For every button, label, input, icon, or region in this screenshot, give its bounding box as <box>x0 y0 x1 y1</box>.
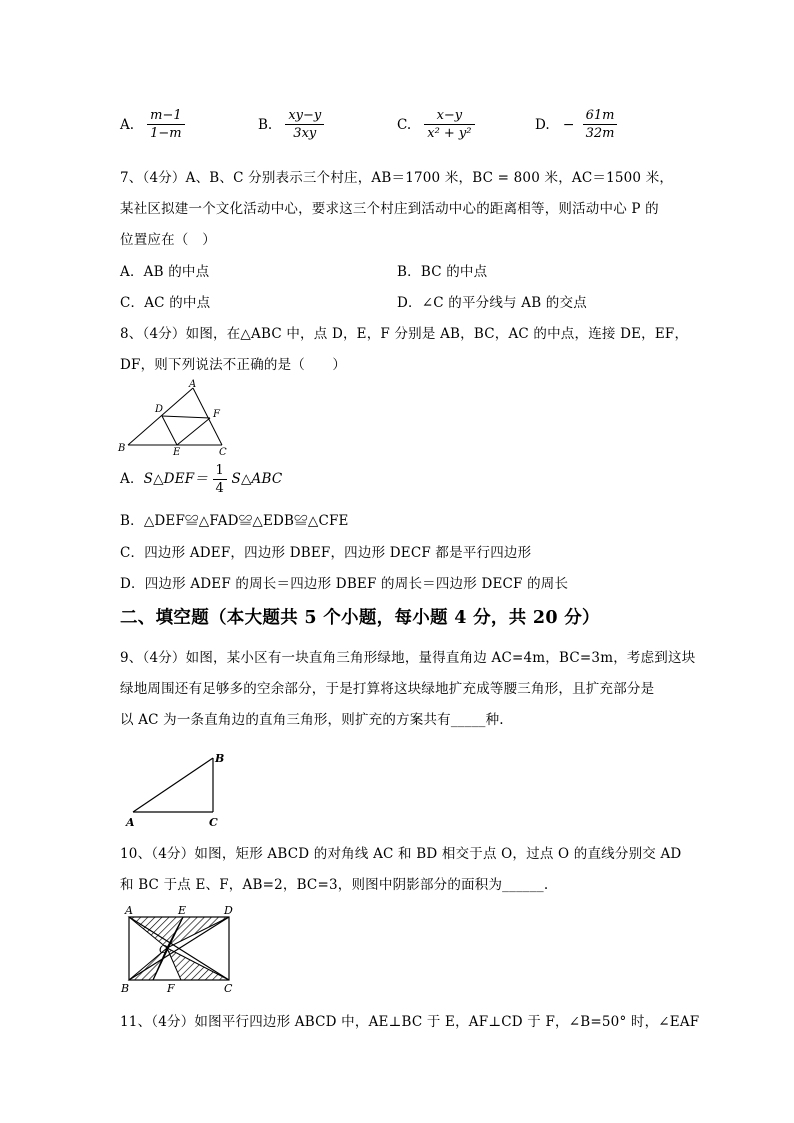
denominator: 3xy <box>293 126 317 141</box>
q9-right-triangle-figure <box>118 748 238 830</box>
numerator: 61m <box>583 108 618 125</box>
vertex-label-o: O <box>159 943 169 956</box>
vertex-label-b: B <box>121 982 130 995</box>
numerator: 1 <box>213 463 227 480</box>
vertex-label-f: F <box>213 409 220 420</box>
vertex-label-d: D <box>224 904 233 917</box>
numerator: x−y <box>424 108 474 125</box>
numerator: xy−y <box>285 108 324 125</box>
area-abc-term: S△ABC <box>231 471 283 487</box>
vertex-label-c: C <box>209 816 218 829</box>
q6-option-d <box>535 108 617 141</box>
q7-option-d: D．∠C 的平分线与 AB 的交点 <box>397 295 587 311</box>
q7-line-1: 7、（4分）A、B、C 分别表示三个村庄，AB＝1700 米，BC = 800 米，AC＝1500 米， <box>120 170 674 186</box>
q6-option-a <box>120 108 185 141</box>
vertex-label-a: A <box>126 816 135 829</box>
section-title: 二、填空题（本大题共 5 个小题，每小题 4 分，共 20 分） <box>120 608 600 628</box>
q10-rectangle-figure <box>115 900 245 996</box>
vertex-label-c: C <box>219 447 227 458</box>
vertex-label-d: D <box>155 404 164 415</box>
q9-line-1: 9、（4分）如图，某小区有一块直角三角形绿地，量得直角边 AC=4m，BC=3m，考虑到这块 <box>120 650 696 666</box>
vertex-label-a: A <box>125 904 133 917</box>
vertex-label-b: B <box>215 752 225 765</box>
vertex-label-e: E <box>173 447 181 458</box>
denominator: 1−m <box>150 126 182 141</box>
segment-ef <box>177 418 210 445</box>
option-label: D. <box>535 117 550 133</box>
q8-option-c: C．四边形 ADEF，四边形 DBEF，四边形 DECF 都是平行四边形 <box>120 545 532 561</box>
q8-line-1: 8、（4分）如图，在△ABC 中，点 D，E，F 分别是 AB，BC，AC 的中点，连接 DE，EF， <box>120 326 689 342</box>
q8-option-b: B．△DEF≌△FAD≌△EDB≌△CFE <box>120 513 349 529</box>
fraction-one-quarter <box>213 463 227 496</box>
segment-de <box>162 416 177 445</box>
q11-line-1: 11、（4分）如图平行四边形 ABCD 中，AE⊥BC 于 E，AF⊥CD 于 F，∠B=50° 时，∠EAF <box>120 1014 700 1030</box>
hypotenuse-ab <box>133 758 213 812</box>
q10-line-1: 10、（4分）如图，矩形 ABCD 的对角线 AC 和 BD 相交于点 O，过点 O 的直线分别交 AD <box>120 846 682 862</box>
q8-option-d: D．四边形 ADEF 的周长＝四边形 DBEF 的周长＝四边形 DECF 的周长 <box>120 576 569 592</box>
vertex-label-c: C <box>224 982 233 995</box>
q7-line-2: 某社区拟建一个文化活动中心，要求这三个村庄到活动中心的距离相等，则活动中心 P 的 <box>120 201 659 217</box>
vertex-label-e: E <box>178 904 187 917</box>
option-label: B. <box>258 117 273 133</box>
fraction <box>285 108 324 141</box>
denominator: x² + y² <box>427 126 472 141</box>
q7-line-3: 位置应在（ ） <box>120 232 216 248</box>
option-label: C. <box>397 117 412 133</box>
q8-option-a <box>120 463 282 496</box>
denominator: 4 <box>215 481 225 496</box>
q7-option-c: C．AC 的中点 <box>120 295 211 311</box>
vertex-label-b: B <box>118 443 126 454</box>
fraction <box>424 108 474 141</box>
fraction <box>583 108 618 141</box>
q9-line-2: 绿地周围还有足够多的空余部分，于是打算将这块绿地扩充成等腰三角形，且扩充部分是 <box>120 681 655 697</box>
area-def-term: S△DEF＝ <box>143 471 209 487</box>
segment-df <box>162 416 210 418</box>
q7-option-b: B．BC 的中点 <box>397 264 488 280</box>
fraction <box>147 108 185 141</box>
q6-option-c <box>397 108 475 141</box>
vertex-label-f: F <box>167 982 175 995</box>
numerator: m−1 <box>147 108 185 125</box>
denominator: 32m <box>585 126 615 141</box>
q10-line-2: 和 BC 于点 E、F，AB=2，BC=3，则图中阴影部分的面积为______. <box>120 877 549 893</box>
option-label: A． <box>120 471 144 487</box>
vertex-label-a: A <box>189 379 197 390</box>
q7-option-a: A．AB 的中点 <box>120 264 210 280</box>
q8-triangle-figure <box>115 378 240 458</box>
q8-line-2: DF，则下列说法不正确的是（ ） <box>120 357 347 373</box>
option-label: A. <box>120 117 135 133</box>
q6-option-b <box>258 108 324 141</box>
minus-sign: − <box>562 116 575 133</box>
q9-line-3: 以 AC 为一条直角边的直角三角形，则扩充的方案共有_____种. <box>120 712 504 728</box>
